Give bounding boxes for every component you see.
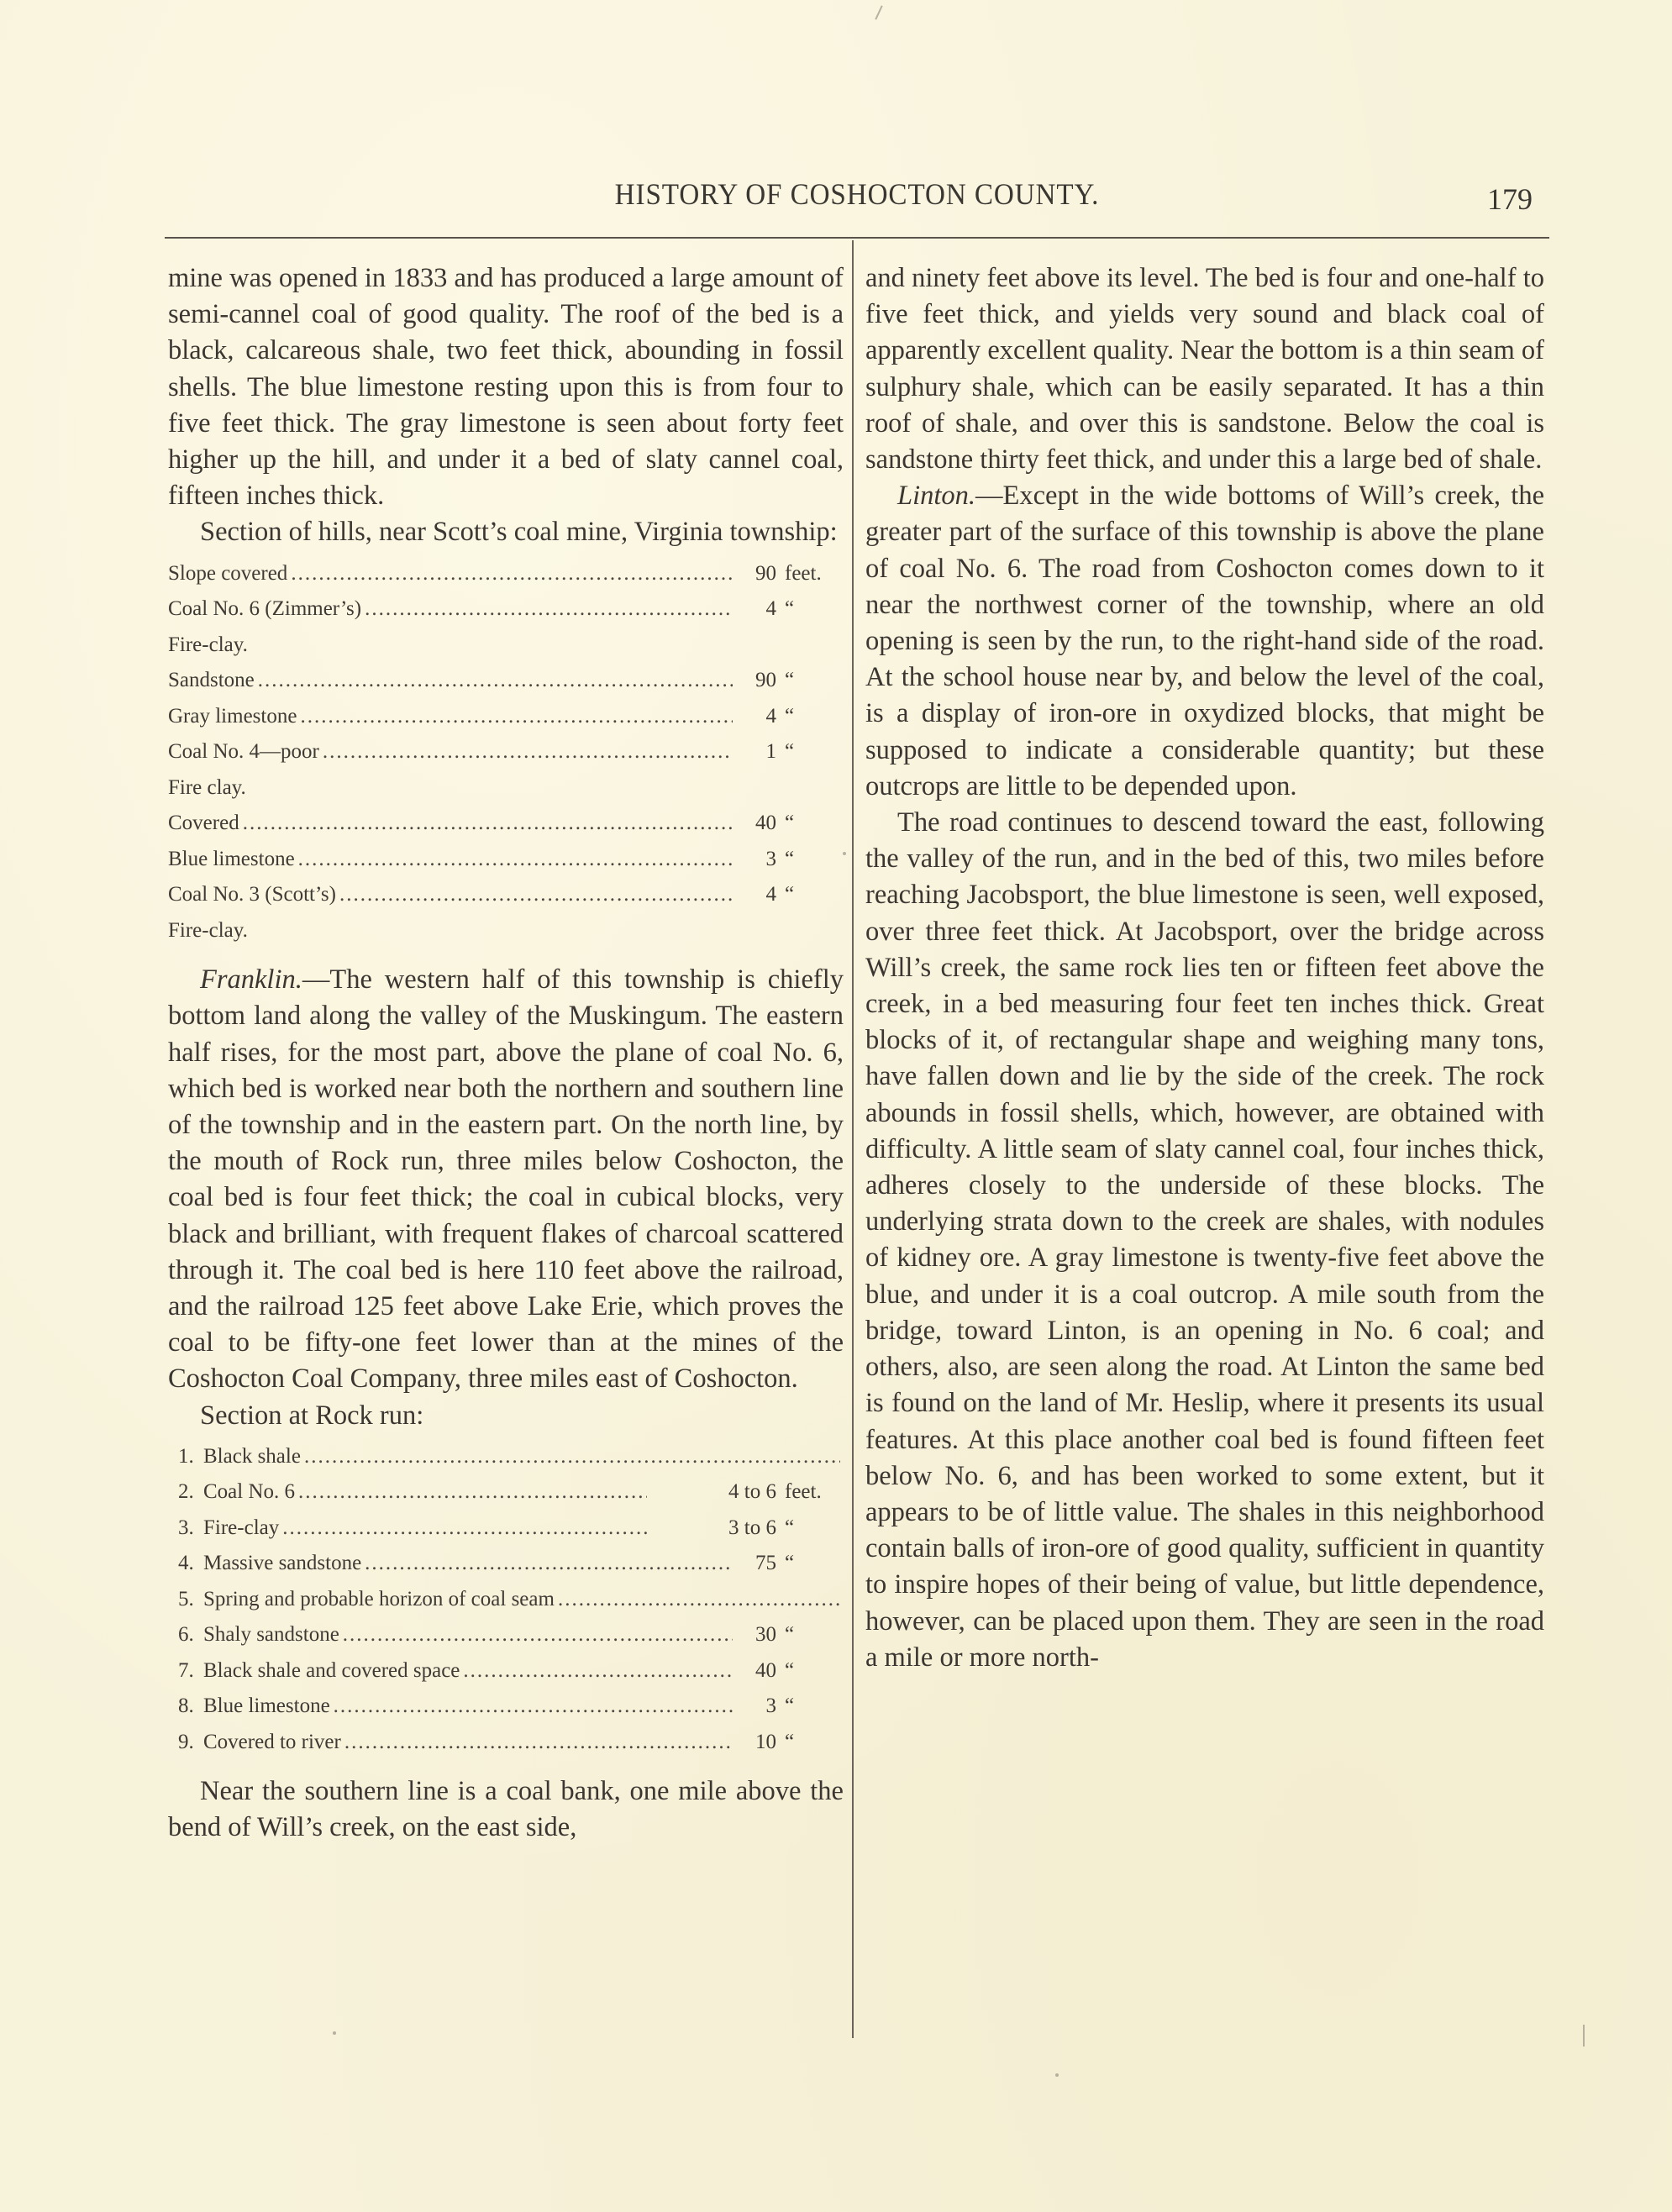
table-row xyxy=(168,1653,844,1689)
margin-mark xyxy=(1583,2025,1585,2046)
paper-speck xyxy=(333,2031,336,2035)
stratum-label: Coal No. 4—poor xyxy=(168,740,319,764)
leader-dots xyxy=(339,877,733,913)
unit: feet. xyxy=(785,561,822,585)
table-row xyxy=(168,842,844,878)
unit: “ xyxy=(785,1516,795,1539)
stratum-label: Coal No. 3 (Scott’s) xyxy=(168,883,336,906)
row-number: 9. xyxy=(178,1730,194,1753)
thickness-value: 4 xyxy=(765,704,776,728)
stratum-label: Fire-clay. xyxy=(168,918,248,942)
paragraph: and ninety feet above its level. The bed is four and one-half to five feet thick, and yields very sound and black coal of apparently excellent quality. Near the bottom is a thin seam of sulphury shale, which can be easily separated. It has a thin roof of shale, and over this is sandstone. Below the coal is sandstone thirty feet thick, and under this a large bed of shale. xyxy=(865,263,1544,476)
unit: “ xyxy=(785,704,795,728)
table-row xyxy=(168,1439,844,1475)
table-row xyxy=(168,770,844,807)
township-heading: Linton. xyxy=(897,481,976,512)
table-row xyxy=(168,877,844,913)
column-divider xyxy=(852,240,854,2038)
unit: “ xyxy=(785,883,795,906)
stratum-label: Slope covered xyxy=(168,561,288,585)
table-row xyxy=(168,663,844,699)
unit: “ xyxy=(785,1658,795,1682)
row-number: 1. xyxy=(178,1444,194,1468)
stratum-label: Fire-clay xyxy=(203,1516,280,1539)
section-intro: Section of hills, near Scott’s coal mine, Virginia township: xyxy=(200,517,838,548)
table-row xyxy=(168,628,844,664)
section-table-scotts-mine xyxy=(168,556,844,949)
table-row xyxy=(168,1582,844,1618)
page-number: 179 xyxy=(1487,182,1533,216)
table-row xyxy=(168,699,844,735)
stratum-label: Coal No. 6 (Zimmer’s) xyxy=(168,597,362,621)
table-row xyxy=(168,806,844,842)
table-row xyxy=(168,1617,844,1653)
unit: “ xyxy=(785,1730,795,1753)
thickness-value: 4 xyxy=(765,597,776,621)
leader-dots xyxy=(323,734,733,770)
stratum-label: Sandstone xyxy=(168,669,255,692)
table-row xyxy=(168,1511,844,1547)
stratum-label: Black shale and covered space xyxy=(203,1658,460,1682)
paragraph: mine was opened in 1833 and has produced a large amount of semi-cannel coal of good quality. The roof of the bed is a black, calcareous shale, two feet thick, abounding in fossil shells. The blue limestone resting upon this is from four to five feet thick. The gray limestone is seen about forty feet higher up the hill, and under it a bed of slaty cannel coal, fifteen inches thick. xyxy=(168,263,844,512)
thickness-value: 4 to 6 xyxy=(728,1480,776,1504)
thickness-value: 40 xyxy=(755,812,776,835)
header-rule xyxy=(165,237,1549,239)
unit: “ xyxy=(785,812,795,835)
unit: “ xyxy=(785,669,795,692)
leader-dots xyxy=(258,663,733,699)
unit: “ xyxy=(785,1623,795,1647)
paper-speck xyxy=(1055,2073,1059,2077)
leader-dots xyxy=(300,699,733,735)
table-row xyxy=(168,1689,844,1725)
unit: “ xyxy=(785,1694,795,1718)
leader-dots xyxy=(282,1511,647,1547)
thickness-value: 3 xyxy=(765,847,776,870)
unit: “ xyxy=(785,1552,795,1575)
row-number: 6. xyxy=(178,1623,194,1647)
thickness-value: 10 xyxy=(755,1730,776,1753)
table-row xyxy=(168,556,844,592)
stratum-label: Blue limestone xyxy=(168,847,295,870)
leader-dots xyxy=(365,1546,733,1582)
stratum-label: Fire clay. xyxy=(168,775,246,799)
leader-dots xyxy=(304,1439,840,1475)
leader-dots xyxy=(365,591,733,628)
paragraph-franklin xyxy=(168,962,844,1397)
thickness-value: 75 xyxy=(755,1552,776,1575)
stratum-label: Fire-clay. xyxy=(168,633,248,656)
unit: “ xyxy=(785,597,795,621)
row-number: 4. xyxy=(178,1552,194,1575)
running-title: HISTORY OF COSHOCTON COUNTY. xyxy=(614,177,1100,211)
running-head xyxy=(168,165,1546,215)
left-column xyxy=(168,260,844,1847)
stratum-label: Gray limestone xyxy=(168,704,297,728)
row-number: 3. xyxy=(178,1516,194,1539)
paragraph-text: —Except in the wide bottoms of Will’s creek, the greater part of the surface of this township is above the plane of coal No. 6. The road from Coshocton comes down to it near the northwest corner of the township, where an old opening is seen by the run, to the right-hand side of the road. At the school house near by, and below the level of the coal, is a display of iron-ore in oxydized blocks, that might be supposed to indicate a considerable quantity; but these outcrops are little to be depended upon. xyxy=(865,481,1544,801)
stratum-label: Blue limestone xyxy=(203,1694,330,1718)
thickness-value: 90 xyxy=(755,669,776,692)
unit: feet. xyxy=(785,1480,822,1504)
thickness-value: 1 xyxy=(765,740,776,764)
table-row xyxy=(168,1725,844,1761)
leader-dots xyxy=(334,1689,733,1725)
row-number: 2. xyxy=(178,1480,194,1504)
thickness-value: 3 to 6 xyxy=(728,1516,776,1539)
leader-dots xyxy=(298,842,733,878)
row-number: 7. xyxy=(178,1658,194,1682)
thickness-value: 30 xyxy=(755,1623,776,1647)
margin-mark xyxy=(875,5,882,19)
stratum-label: Covered xyxy=(168,812,239,835)
leader-dots xyxy=(343,1617,733,1653)
stratum-label: Shaly sandstone xyxy=(203,1623,339,1647)
paragraph: Near the southern line is a coal bank, one mile above the bend of Will’s creek, on the east side, xyxy=(168,1776,844,1843)
leader-dots xyxy=(298,1474,647,1511)
paper-speck xyxy=(843,852,846,855)
unit: “ xyxy=(785,740,795,764)
table-row xyxy=(168,591,844,628)
section-intro: Section at Rock run: xyxy=(200,1400,424,1431)
table-row xyxy=(168,1546,844,1582)
leader-dots xyxy=(291,556,733,592)
leader-dots xyxy=(344,1725,733,1761)
thickness-value: 3 xyxy=(765,1694,776,1718)
paragraph: The road continues to descend toward the east, following the valley of the run, and in the bed of this, two miles before reaching Jacobsport, the blue limestone is seen, well exposed, over three feet thick. At Jacobsport, over the bridge across Will’s creek, the same rock lies ten or fifteen feet above the creek, in a bed measuring four feet ten inches thick. Great blocks of it, of rectangular shape and weighing many tons, have fallen down and lie by the side of the creek. The rock abounds in fossil shells, which, however, are obtained with difficulty. A little seam of slaty cannel coal, four inches thick, adheres closely to the underside of these blocks. The underlying strata down to the creek are shales, with nodules of kidney ore. A gray limestone is twenty-five feet above the blue, and under it is a coal outcrop. A mile south from the bridge, toward Linton, is an opening in No. 6 coal; and others, also, are seen along the road. At Linton the same bed is found on the land of Mr. Heslip, where it presents its usual features. At this place another coal bed is found fifteen feet below No. 6, and has been worked to some extent, but it appears to be of little value. The shales in this neighborhood contain balls of iron-ore of good quality, sufficient in quantity to inspire hopes of their being of value, but little dependence, however, can be placed upon them. They are seen in the road a mile or more north- xyxy=(865,807,1544,1673)
thickness-value: 40 xyxy=(755,1658,776,1682)
row-number: 5. xyxy=(178,1587,194,1610)
leader-dots xyxy=(243,806,733,842)
thickness-value: 4 xyxy=(765,883,776,906)
stratum-label: Spring and probable horizon of coal seam xyxy=(203,1587,555,1610)
right-column xyxy=(865,260,1544,1676)
stratum-label: Covered to river xyxy=(203,1730,341,1753)
leader-dots xyxy=(558,1582,840,1618)
table-row xyxy=(168,734,844,770)
stratum-label: Coal No. 6 xyxy=(203,1480,296,1504)
township-heading: Franklin. xyxy=(200,964,302,996)
section-table-rock-run xyxy=(168,1439,844,1761)
leader-dots xyxy=(463,1653,733,1689)
thickness-value: 90 xyxy=(755,561,776,585)
stratum-label: Black shale xyxy=(203,1444,301,1468)
row-number: 8. xyxy=(178,1694,194,1718)
paragraph-text: —The western half of this township is chiefly bottom land along the valley of the Muskingum. The eastern half rises, for the most part, above the plane of coal No. 6, which bed is worked near both the northern and southern line of the township and in the eastern part. On the north line, by the mouth of Rock run, three miles below Coshocton, the coal bed is four feet thick; the coal in cubical blocks, very black and brilliant, with frequent flakes of charcoal scattered through it. The coal bed is here 110 feet above the railroad, and the railroad 125 feet above Lake Erie, which proves the coal to be fifty-one feet lower than at the mines of the Coshocton Coal Company, three miles east of Coshocton. xyxy=(168,964,844,1395)
table-row xyxy=(168,913,844,949)
stratum-label: Massive sandstone xyxy=(203,1552,362,1575)
table-row xyxy=(168,1474,844,1511)
paragraph-linton xyxy=(865,478,1544,805)
unit: “ xyxy=(785,847,795,870)
